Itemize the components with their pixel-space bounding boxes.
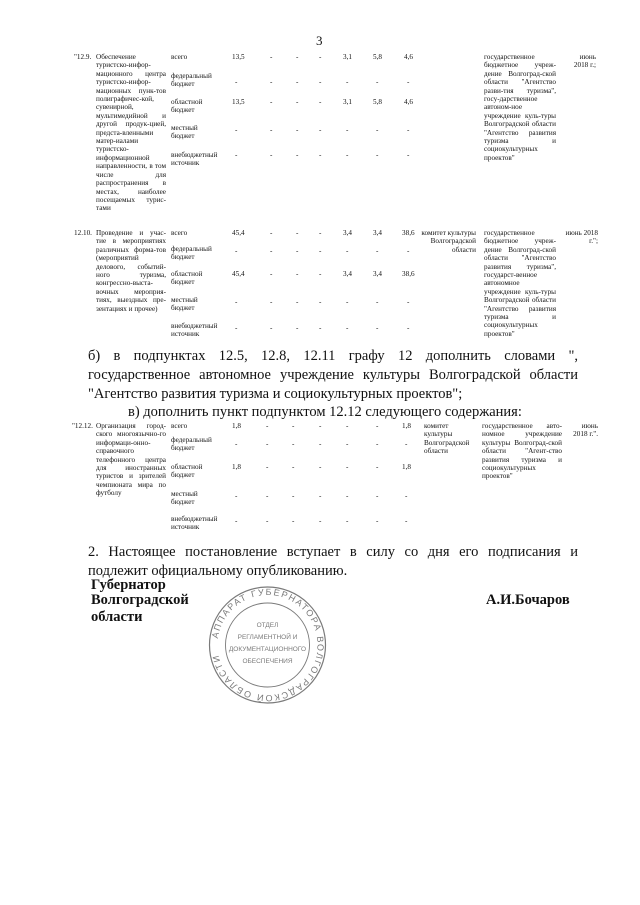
source-label: внебюджетный источник — [171, 322, 218, 339]
value-cell: - — [270, 229, 273, 237]
value-cell: - — [376, 422, 379, 430]
value-cell: - — [346, 126, 349, 134]
value-cell: - — [376, 126, 379, 134]
value-cell: - — [296, 324, 299, 332]
value-cell: 38,6 — [402, 270, 415, 278]
paragraph-b: б) в подпунктах 12.5, 12.8, 12.11 графу 12 дополнить словами ", государственное автономное учреждение культуры Волгоградской области "Агентство развития туризма и социокультурных проектов"; — [88, 348, 578, 402]
value-cell: 1,8 — [232, 463, 241, 471]
value-cell: - — [319, 463, 322, 471]
value-cell: 1,8 — [402, 463, 411, 471]
value-cell: - — [270, 53, 273, 61]
value-cell: - — [405, 517, 408, 525]
value-cell: - — [235, 324, 238, 332]
value-cell: - — [296, 98, 299, 106]
value-cell: - — [296, 298, 299, 306]
source-label: всего — [171, 53, 188, 61]
row-number: 12.10. — [74, 229, 92, 237]
source-label: местный бюджет — [171, 296, 198, 313]
signatory-title-line2: Волгоградской области — [91, 592, 189, 625]
value-cell: 3,4 — [373, 270, 382, 278]
row-number: "12.12. — [72, 422, 93, 430]
source-label: местный бюджет — [171, 490, 198, 507]
source-label: федеральный бюджет — [171, 245, 212, 262]
value-cell: - — [235, 517, 238, 525]
value-cell: - — [407, 324, 410, 332]
value-cell: - — [319, 517, 322, 525]
value-cell: - — [346, 463, 349, 471]
paragraph-2: 2. Настоящее постановление вступает в силу со дня его подписания и подлежит официальному опубликованию. — [88, 544, 578, 579]
signatory-title-line1: Губернатор — [91, 577, 166, 593]
value-cell: - — [405, 492, 408, 500]
row-name: Проведение и учас-тие в мероприятиях различных форма-тов (мероприятий делового, событий-ного туризма, конгрессно-выста-вочных мероприя-тиях, выездных пре-зентациях и прочее) — [96, 229, 166, 313]
value-cell: - — [292, 422, 295, 430]
value-cell: - — [266, 517, 269, 525]
value-cell: - — [346, 324, 349, 332]
value-cell: - — [319, 229, 322, 237]
value-cell: 3,4 — [343, 270, 352, 278]
executor: комитет культуры Волгоградской области — [424, 422, 470, 456]
value-cell: - — [266, 422, 269, 430]
executor: комитет культуры Волгоградской области — [421, 229, 476, 254]
value-cell: 38,6 — [402, 229, 415, 237]
value-cell: - — [296, 126, 299, 134]
value-cell: - — [319, 151, 322, 159]
seal-outer-text: АППАРАТ ГУБЕРНАТОРА ВОЛГОГРАДСКОЙ ОБЛАСТИ — [209, 586, 326, 704]
value-cell: - — [407, 78, 410, 86]
value-cell: - — [405, 440, 408, 448]
value-cell: - — [319, 247, 322, 255]
seal-inner-line3: ДОКУМЕНТАЦИОННОГО — [228, 646, 307, 653]
value-cell: - — [376, 298, 379, 306]
value-cell: - — [376, 517, 379, 525]
value-cell: - — [270, 270, 273, 278]
value-cell: - — [407, 247, 410, 255]
value-cell: - — [407, 126, 410, 134]
value-cell: 3,4 — [373, 229, 382, 237]
value-cell: - — [270, 298, 273, 306]
value-cell: 1,8 — [232, 422, 241, 430]
value-cell: - — [235, 492, 238, 500]
value-cell: - — [407, 151, 410, 159]
value-cell: - — [270, 324, 273, 332]
value-cell: - — [346, 440, 349, 448]
paragraph-v: в) дополнить пункт подпунктом 12.12 следующего содержания: — [128, 404, 522, 420]
value-cell: - — [376, 151, 379, 159]
value-cell: 45,4 — [232, 270, 245, 278]
value-cell: - — [346, 517, 349, 525]
value-cell: 13,5 — [232, 98, 245, 106]
value-cell: 5,8 — [373, 53, 382, 61]
value-cell: - — [292, 440, 295, 448]
value-cell: - — [296, 270, 299, 278]
value-cell: - — [266, 492, 269, 500]
row-number: "12.9. — [74, 53, 92, 61]
value-cell: - — [266, 440, 269, 448]
participants: государственное бюджетное учреж-дение Волгоград-ской области "Агентство развития туризма", государст-венное автономное учреждение куль-туры Волгоградской области "Агентство развития туризма и социокультурных проектов" — [484, 229, 556, 338]
value-cell: - — [346, 422, 349, 430]
value-cell: - — [346, 492, 349, 500]
value-cell: - — [376, 440, 379, 448]
value-cell: - — [296, 53, 299, 61]
value-cell: - — [296, 151, 299, 159]
value-cell: - — [407, 298, 410, 306]
value-cell: - — [235, 151, 238, 159]
source-label: всего — [171, 229, 188, 237]
value-cell: 4,6 — [404, 53, 413, 61]
value-cell: - — [319, 298, 322, 306]
value-cell: - — [235, 440, 238, 448]
source-label: федеральный бюджет — [171, 72, 212, 89]
signatory-name: А.И.Бочаров — [486, 592, 570, 608]
deadline: июнь 2018 г."; — [565, 229, 598, 246]
value-cell: - — [376, 492, 379, 500]
source-label: внебюджетный источник — [171, 515, 218, 532]
source-label: всего — [171, 422, 188, 430]
value-cell: - — [235, 247, 238, 255]
value-cell: - — [270, 126, 273, 134]
value-cell: - — [319, 98, 322, 106]
value-cell: 4,6 — [404, 98, 413, 106]
seal-inner-line1: ОТДЕЛ — [256, 622, 279, 629]
deadline: июнь 2018 г.; — [573, 53, 596, 70]
value-cell: - — [319, 270, 322, 278]
row-name: Организация город-ского многоязычно-го информаци-онно-справочного телефонного центра для иностранных туристов и зрителей чемпионата мира по футболу — [96, 422, 166, 498]
value-cell: - — [235, 78, 238, 86]
source-label: областной бюджет — [171, 270, 203, 287]
value-cell: - — [346, 151, 349, 159]
value-cell: - — [319, 126, 322, 134]
value-cell: - — [296, 78, 299, 86]
value-cell: - — [296, 229, 299, 237]
participants: государственное авто-номное учреждение культуры Волгоград-ской области "Агент-ство развития туризма и социокультурных проектов" — [482, 422, 562, 481]
value-cell: - — [319, 324, 322, 332]
value-cell: 5,8 — [373, 98, 382, 106]
value-cell: 1,8 — [402, 422, 411, 430]
value-cell: - — [376, 324, 379, 332]
value-cell: 3,1 — [343, 98, 352, 106]
total-value: 13,5 — [232, 53, 245, 61]
seal-inner-line4: ОБЕСПЕЧЕНИЯ — [242, 658, 293, 665]
value-cell: 45,4 — [232, 229, 245, 237]
value-cell: - — [270, 78, 273, 86]
value-cell: - — [319, 422, 322, 430]
participants: государственное бюджетное учреж-дение Волгоград-ской области "Агентство разви-тия туризма", госу-дарственное автоном-ное учреждение куль-туры Волгоградской области "Агентство развития туризма и социокультурных проектов" — [484, 53, 556, 162]
value-cell: - — [346, 298, 349, 306]
value-cell: 3,4 — [343, 229, 352, 237]
source-label: федеральный бюджет — [171, 436, 212, 453]
value-cell: - — [270, 247, 273, 255]
value-cell: - — [376, 78, 379, 86]
official-seal — [205, 585, 330, 705]
value-cell: - — [346, 247, 349, 255]
value-cell: - — [270, 98, 273, 106]
value-cell: - — [235, 126, 238, 134]
value-cell: 3,1 — [343, 53, 352, 61]
page-number: 3 — [316, 33, 323, 48]
value-cell: - — [296, 247, 299, 255]
value-cell: - — [346, 78, 349, 86]
value-cell: - — [376, 247, 379, 255]
deadline: июнь 2018 г.". — [573, 422, 598, 439]
value-cell: - — [319, 78, 322, 86]
value-cell: - — [319, 53, 322, 61]
seal-inner-line2: РЕГЛАМЕНТНОЙ И — [237, 634, 298, 641]
value-cell: - — [376, 463, 379, 471]
value-cell: - — [292, 517, 295, 525]
value-cell: - — [235, 298, 238, 306]
value-cell: - — [319, 492, 322, 500]
row-name: Обеспечение туристско-инфор-мационного центра туристско-инфор-мационных пунк-тов полиграфичес-кой, сувенирной, мультимедийной и другой продук-цией, предста-вленными матер-иалами туристско-информационной направленности, в том числе для распространения в местах, наиболее посещаемых турис-тами — [96, 53, 166, 213]
source-label: местный бюджет — [171, 124, 198, 141]
seal-inner-ring — [226, 603, 310, 687]
value-cell: - — [270, 151, 273, 159]
source-label: внебюджетный источник — [171, 151, 218, 168]
value-cell: - — [292, 463, 295, 471]
source-label: областной бюджет — [171, 463, 203, 480]
source-label: областной бюджет — [171, 98, 203, 115]
value-cell: - — [292, 492, 295, 500]
value-cell: - — [266, 463, 269, 471]
value-cell: - — [319, 440, 322, 448]
